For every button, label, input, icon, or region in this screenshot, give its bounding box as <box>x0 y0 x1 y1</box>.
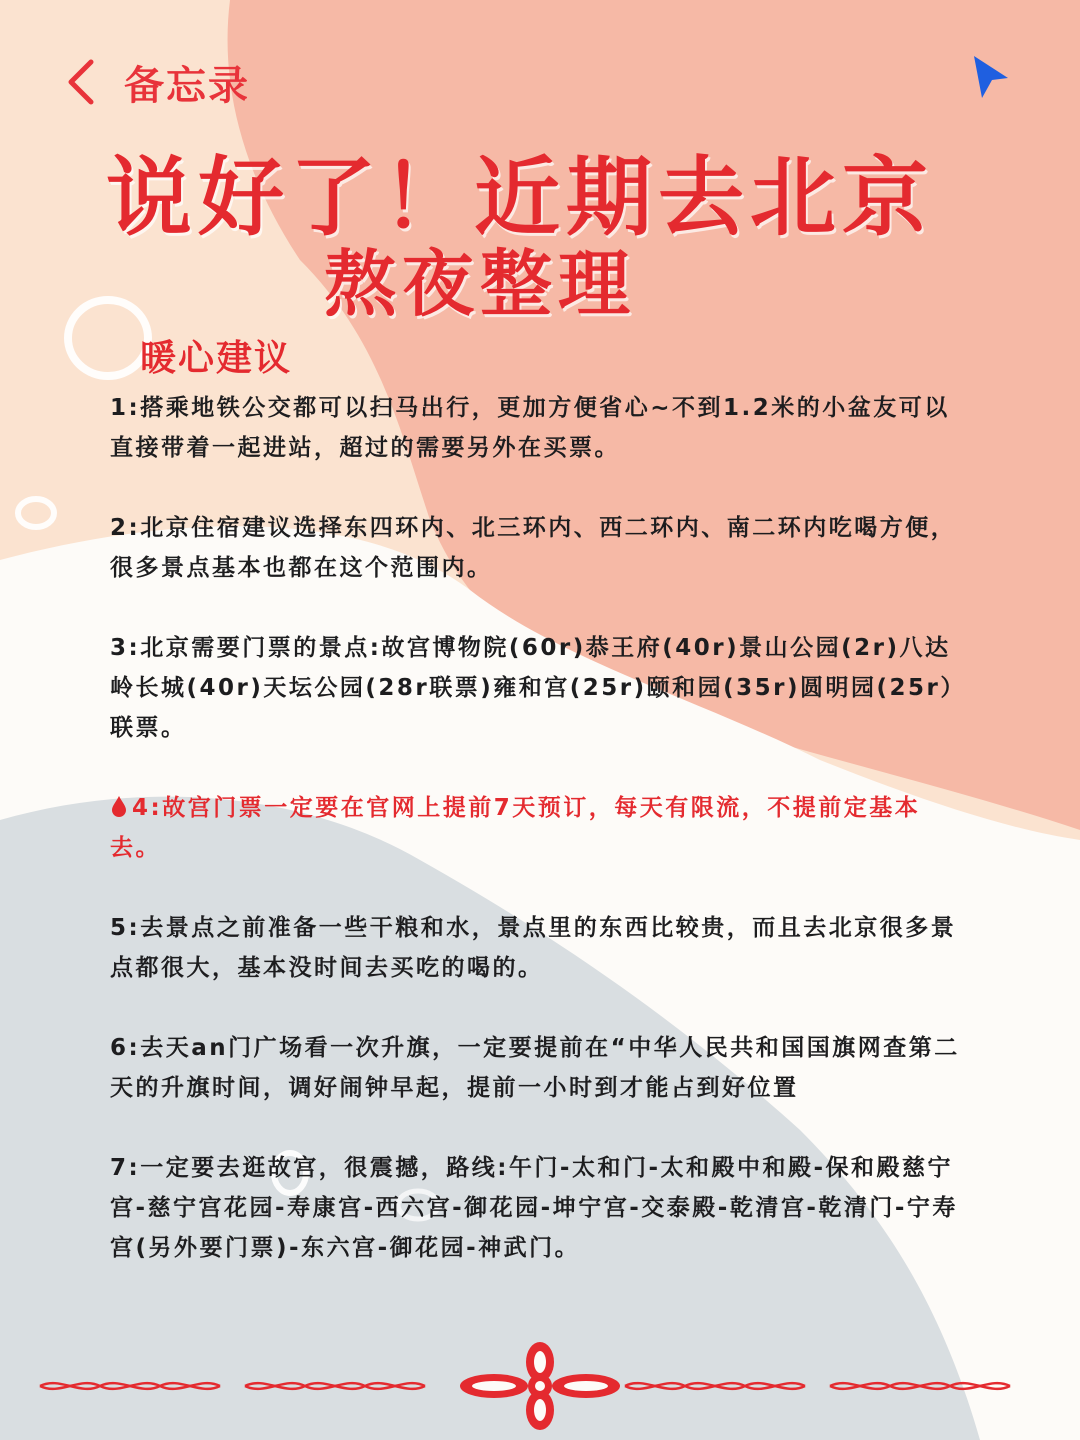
cursor-arrow-icon <box>968 52 1012 104</box>
tip-item: 6:去天an门广场看一次升旗，一定要提前在“中华人民共和国国旗网查第二天的升旗时间，调好闹钟早起，提前一小时到才能占到好位置 <box>110 1035 960 1101</box>
headline-line-2: 熬夜整理 <box>323 242 636 326</box>
tip-item: 7:一定要去逛故宫，很震撼，路线:午门-太和门-太和殿中和殿-保和殿慈宁宫-慈宁宫花园-寿康宫-西六宫-御花园-坤宁宫-交泰殿-乾清宫-乾清门-宁寿宫(另外要门票)-东六宫-御花园-神武门。 <box>110 1155 958 1261</box>
section-heading: 暖心建议 <box>140 338 293 379</box>
tip-item-highlighted <box>110 788 970 868</box>
chevron-left-icon[interactable] <box>60 54 100 110</box>
tip-item: 3:北京需要门票的景点:故宫博物院(60r)恭王府(40r)景山公园(2r)八达岭长城(40r)天坛公园(28r联票)雍和宫(25r)颐和园(35r)圆明园(25r）联票。 <box>110 635 966 741</box>
blood-drop-icon <box>110 790 128 812</box>
headline-line-1: 说好了！近期去北京 <box>106 148 934 248</box>
chinese-knot-ornament-icon <box>0 1340 1080 1430</box>
tip-item: 1:搭乘地铁公交都可以扫马出行，更加方便省心~不到1.2米的小盆友可以直接带着一起进站，超过的需要另外在买票。 <box>110 395 950 461</box>
notes-title[interactable]: 备忘录 <box>124 62 250 109</box>
tips-list <box>110 388 970 1308</box>
top-bar <box>60 50 250 114</box>
tip-item: 2:北京住宿建议选择东四环内、北三环内、西二环内、南二环内吃喝方便，很多景点基本也都在这个范围内。 <box>110 515 957 581</box>
tip-text: 4:故宫门票一定要在官网上提前7天预订，每天有限流，不提前定基本去。 <box>110 795 921 861</box>
tip-item: 5:去景点之前准备一些干粮和水，景点里的东西比较贵，而且去北京很多景点都很大，基本没时间去买吃的喝的。 <box>110 915 957 981</box>
